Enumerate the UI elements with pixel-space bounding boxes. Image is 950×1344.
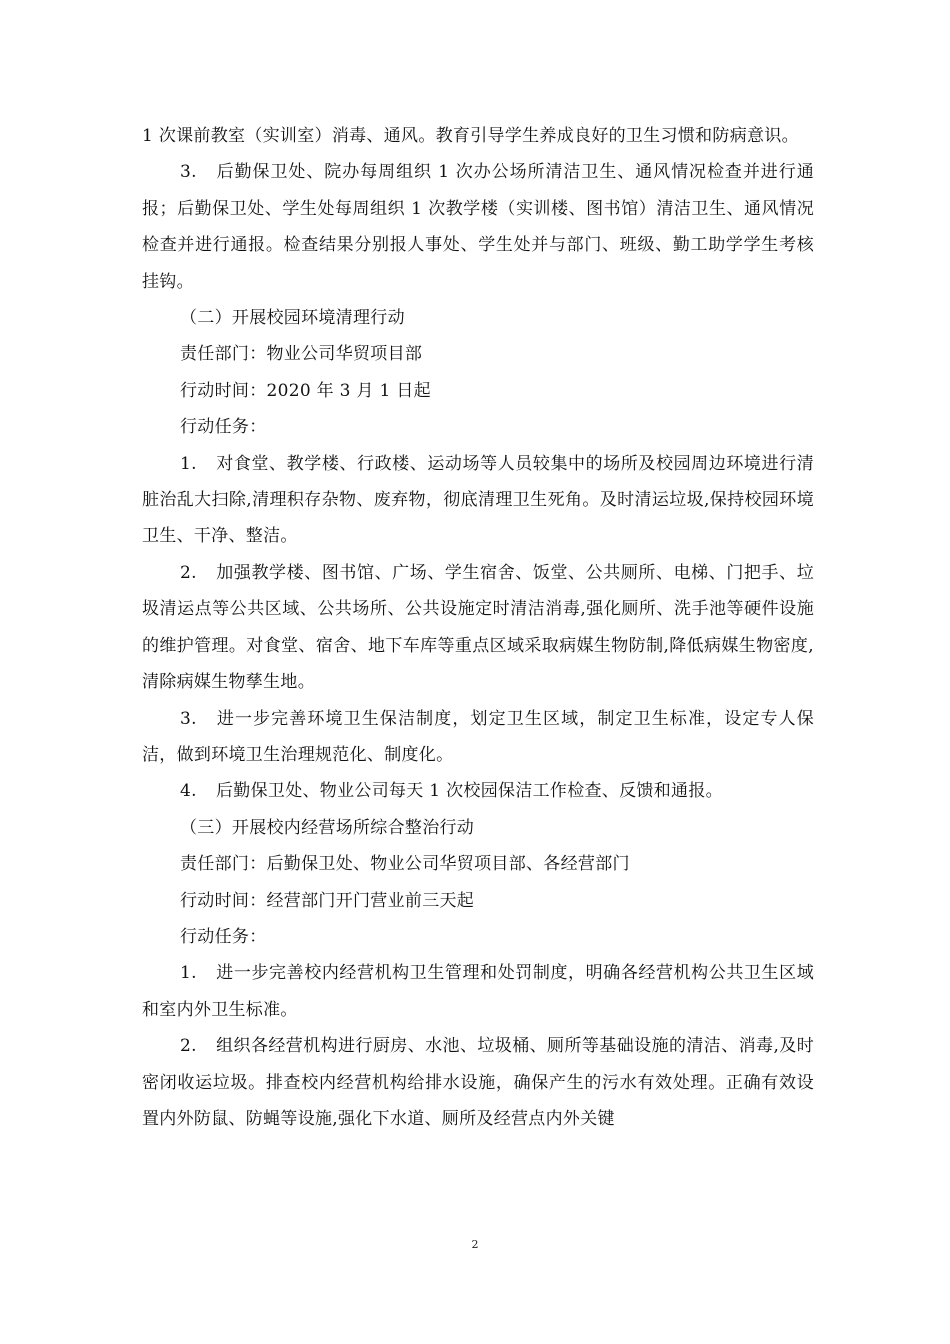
item-number: 4. [180, 781, 197, 802]
item-number: 2. [180, 1036, 197, 1057]
page-number: 2 [471, 1238, 479, 1251]
section-heading: （三）开展校内经营场所综合整治行动 [180, 817, 475, 838]
continuation-paragraph: 1 次课前教室（实训室）消毒、通风。教育引导学生养成良好的卫生习惯和防病意识。 [142, 126, 799, 146]
item-text: 进一步完善环境卫生保洁制度，划定卫生区域，制定卫生标准，设定专人保洁，做到环境卫生治理规范化、制度化。 [142, 708, 814, 765]
responsible-department: 责任部门：物业公司华贸项目部 [180, 344, 423, 365]
item-number: 3. [180, 708, 197, 729]
list-item [142, 1028, 814, 1137]
list-item [142, 154, 814, 300]
responsible-department: 责任部门：后勤保卫处、物业公司华贸项目部、各经营部门 [180, 854, 630, 875]
item-number: 1. [180, 453, 197, 474]
item-number: 2. [180, 562, 197, 583]
section-heading: （二）开展校园环境清理行动 [180, 308, 405, 329]
action-time: 行动时间：经营部门开门营业前三天起 [180, 890, 475, 911]
list-item [142, 446, 814, 555]
item-text: 后勤保卫处、院办每周组织 1 次办公场所清洁卫生、通风情况检查并进行通报；后勤保卫处、学生处每周组织 1 次教学楼（实训楼、图书馆）清洁卫生、通风情况检查并进行通报。检查结果分别报人事处、学生处并与部门、班级、勤工助学学生考核挂钩。 [142, 162, 814, 292]
action-tasks-label: 行动任务： [180, 926, 267, 947]
item-number: 1. [180, 963, 197, 984]
list-item [142, 555, 814, 701]
item-text: 对食堂、教学楼、行政楼、运动场等人员较集中的场所及校园周边环境进行清脏治乱大扫除,清理积存杂物、废弃物，彻底清理卫生死角。及时清运垃圾,保持校园环境卫生、干净、整洁。 [142, 453, 814, 547]
list-item [142, 701, 814, 774]
item-number: 3. [180, 162, 197, 183]
item-text: 后勤保卫处、物业公司每天 1 次校园保洁工作检查、反馈和通报。 [216, 781, 723, 802]
action-tasks-label: 行动任务： [180, 417, 267, 438]
action-time: 行动时间：2020 年 3 月 1 日起 [180, 380, 431, 401]
item-text: 进一步完善校内经营机构卫生管理和处罚制度，明确各经营机构公共卫生区域和室内外卫生标准。 [142, 963, 814, 1020]
list-item [142, 955, 814, 1028]
item-text: 加强教学楼、图书馆、广场、学生宿舍、饭堂、公共厕所、电梯、门把手、垃圾清运点等公共区域、公共场所、公共设施定时清洁消毒,强化厕所、洗手池等硬件设施的维护管理。对食堂、宿舍、地下车库等重点区域采取病媒生物防制,降低病媒生物密度,清除病媒生物孳生地。 [142, 562, 814, 693]
item-text: 组织各经营机构进行厨房、水池、垃圾桶、厕所等基础设施的清洁、消毒,及时密闭收运垃圾。排查校内经营机构给排水设施，确保产生的污水有效处理。正确有效设置内外防鼠、防蝇等设施,强化下水道、厕所及经营点内外关键 [142, 1036, 814, 1129]
document-body [142, 118, 814, 1137]
list-item [142, 773, 814, 809]
